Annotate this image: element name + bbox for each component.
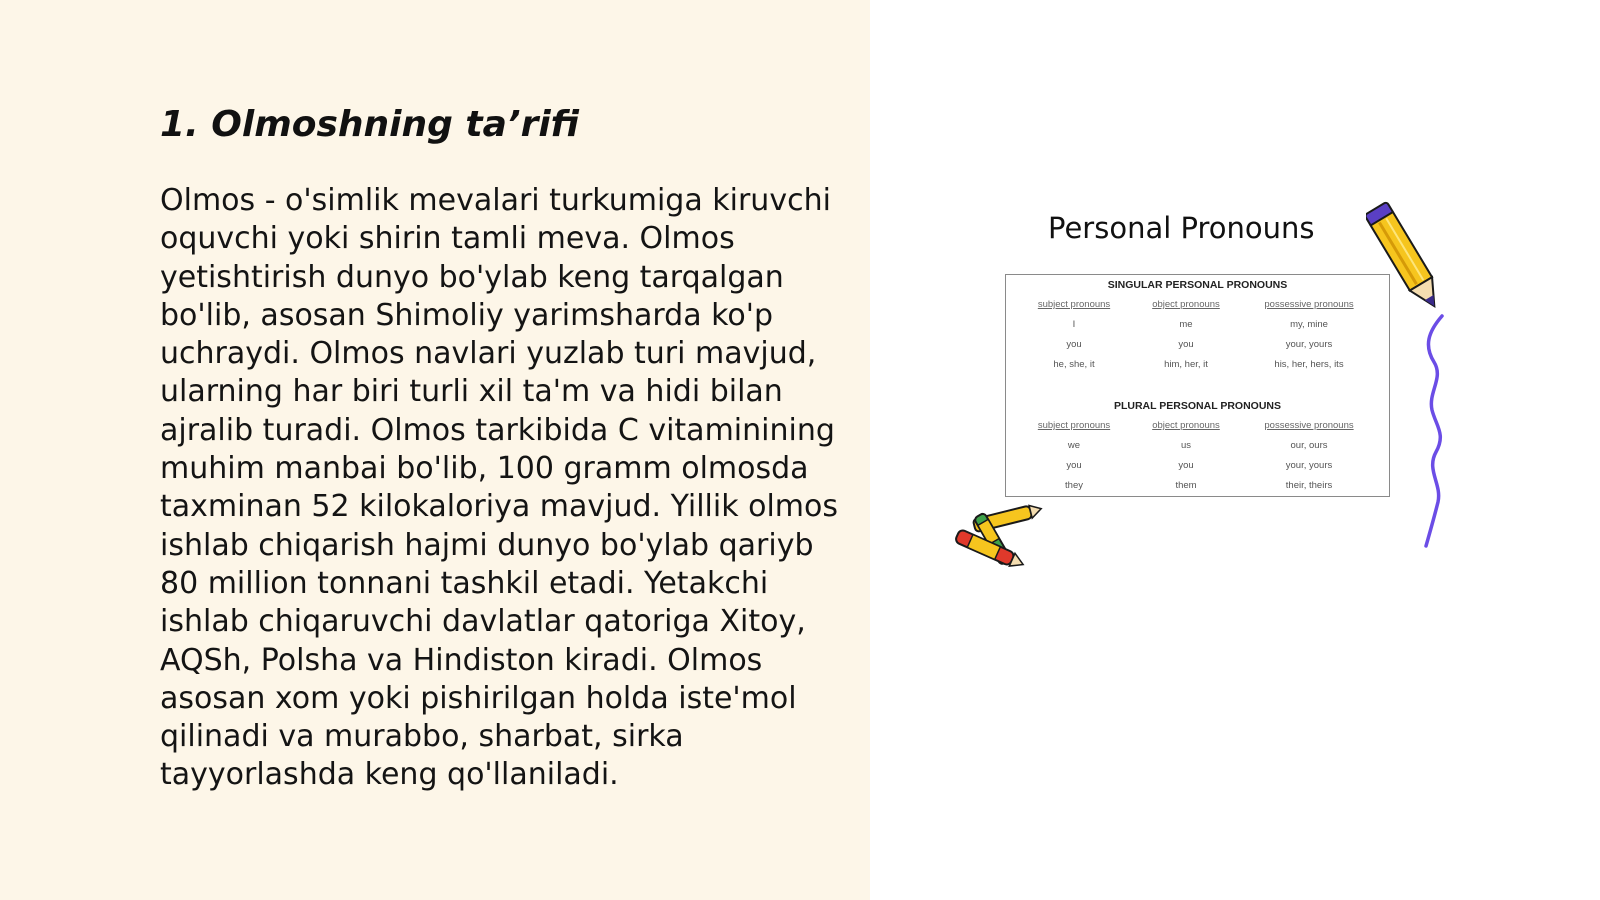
- column-header: object pronouns: [1152, 299, 1220, 310]
- table-cell: we: [1067, 440, 1081, 451]
- column-header: subject pronouns: [1037, 420, 1111, 431]
- table-cell: he, she, it: [1053, 359, 1095, 370]
- table-row: [1006, 319, 1389, 335]
- squiggle-icon: [1418, 312, 1454, 552]
- table-cell: I: [1072, 319, 1076, 330]
- column-header: possessive pronouns: [1264, 299, 1354, 310]
- table-cell: me: [1179, 319, 1193, 330]
- slide-title: 1. Olmoshning ta’rifi: [160, 104, 580, 145]
- column-header: possessive pronouns: [1264, 420, 1354, 431]
- table-cell: you: [1066, 339, 1082, 350]
- table-row: [1006, 440, 1389, 456]
- table-row: [1006, 359, 1389, 375]
- column-header: subject pronouns: [1037, 299, 1111, 310]
- table-header-row: [1006, 420, 1389, 436]
- table-cell: our, ours: [1290, 440, 1328, 451]
- table-cell: you: [1178, 339, 1194, 350]
- column-header: object pronouns: [1152, 420, 1220, 431]
- table-row: [1006, 480, 1389, 496]
- table-cell: his, her, hers, its: [1274, 359, 1344, 370]
- table-cell: my, mine: [1290, 319, 1328, 330]
- plural-heading: PLURAL PERSONAL PRONOUNS: [1113, 400, 1282, 412]
- slide-body-text: Olmos - o'simlik mevalari turkumiga kiruvchi oquvchi yoki shirin tamli meva. Olmos yetishtirish dunyo bo'ylab keng tarqalgan bo'lib, asosan Shimoliy yarimsharda ko'p uchraydi. Olmos navlari yuzlab turi mavjud, ularning har biri turli xil ta'm va hidi bilan ajralib turadi. Olmos tarkibida C vitaminining muhim manbai bo'lib, 100 gramm olmosda taxminan 52 kilokaloriya mavjud. Yillik olmos ishlab chiqarish hajmi dunyo bo'ylab qariyb 80 million tonnani tashkil etadi. Yetakchi ishlab chiqaruvchi davlatlar qatoriga Xitoy, AQSh, Polsha va Hindiston kiradi. Olmos asosan xom yoki pishirilgan holda iste'mol qilinadi va murabbo, sharbat, sirka tayyorlashda keng qo'llaniladi.: [160, 183, 839, 793]
- table-cell: them: [1175, 480, 1197, 491]
- pencil-icon: [1366, 198, 1446, 320]
- table-cell: their, theirs: [1285, 480, 1333, 491]
- figure-title: Personal Pronouns: [1048, 211, 1315, 245]
- crayons-icon: [948, 500, 1048, 576]
- table-cell: us: [1180, 440, 1192, 451]
- singular-heading: SINGULAR PERSONAL PRONOUNS: [1107, 279, 1288, 291]
- table-cell: you: [1066, 460, 1082, 471]
- table-row: [1006, 460, 1389, 476]
- table-header-row: [1006, 299, 1389, 315]
- table-cell: you: [1178, 460, 1194, 471]
- table-cell: your, yours: [1285, 460, 1333, 471]
- pronouns-table: [1005, 274, 1390, 497]
- table-cell: they: [1065, 480, 1083, 491]
- table-cell: him, her, it: [1164, 359, 1208, 370]
- table-cell: your, yours: [1285, 339, 1333, 350]
- table-row: [1006, 339, 1389, 355]
